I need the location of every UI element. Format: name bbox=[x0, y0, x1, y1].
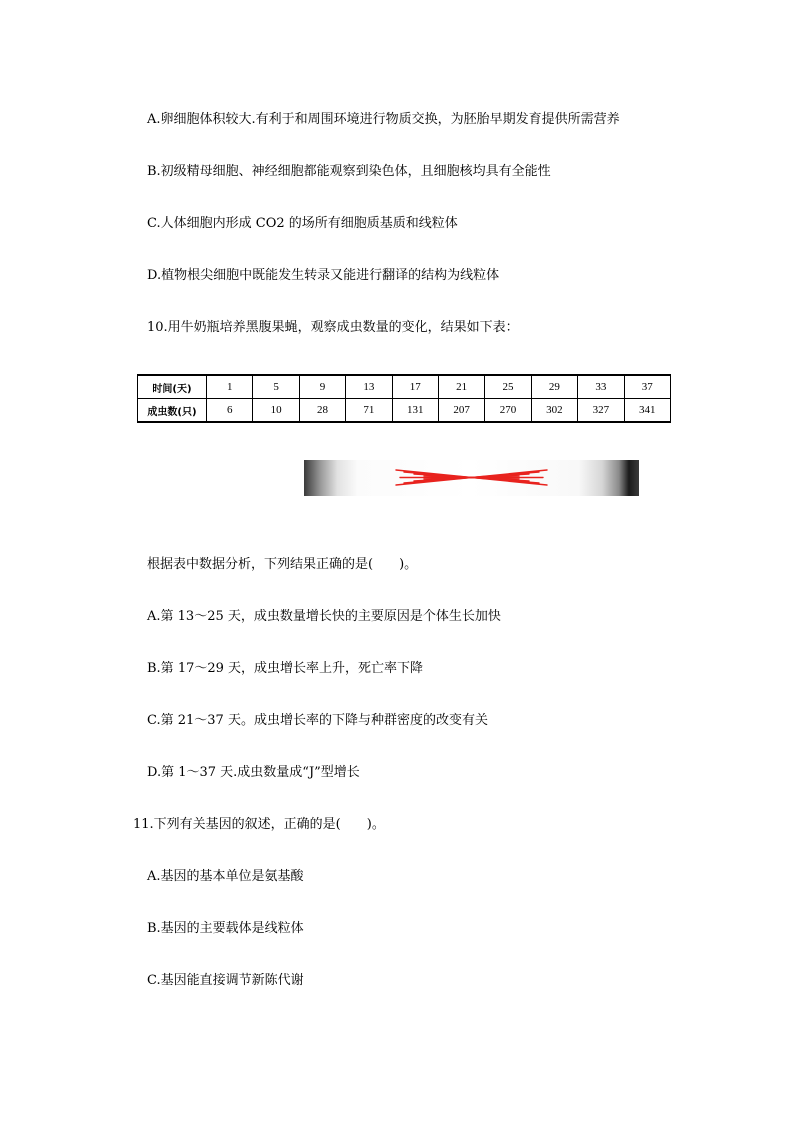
q11-option-c: C.基因能直接调节新陈代谢 bbox=[147, 973, 304, 988]
q9-option-b: B.初级精母细胞、神经细胞都能观察到染色体，且细胞核均具有全能性 bbox=[147, 164, 551, 179]
table-cell: 10 bbox=[253, 399, 299, 423]
q11-option-b: B.基因的主要载体是线粒体 bbox=[147, 921, 304, 936]
table-cell: 302 bbox=[531, 399, 577, 423]
table-row bbox=[138, 399, 671, 423]
table-cell: 270 bbox=[485, 399, 531, 423]
table-cell: 28 bbox=[299, 399, 345, 423]
table-cell: 71 bbox=[346, 399, 392, 423]
decorative-gradient-band bbox=[304, 460, 639, 496]
q10-option-d: D.第 1～37 天.成虫数量成“J”型增长 bbox=[147, 765, 360, 780]
table-row bbox=[138, 375, 671, 399]
q11-option-a: A.基因的基本单位是氨基酸 bbox=[147, 869, 304, 884]
table-row-header-time: 时间(天) bbox=[138, 375, 207, 399]
q9-option-c: C.人体细胞内形成 CO2 的场所有细胞质基质和线粒体 bbox=[147, 216, 458, 231]
table-cell: 327 bbox=[578, 399, 624, 423]
table-cell: 9 bbox=[299, 375, 345, 399]
table-cell: 6 bbox=[207, 399, 253, 423]
table-cell: 207 bbox=[438, 399, 484, 423]
table-cell: 341 bbox=[624, 399, 670, 423]
q9-option-d: D.植物根尖细胞中既能发生转录又能进行翻译的结构为线粒体 bbox=[147, 268, 500, 283]
table-cell: 25 bbox=[485, 375, 531, 399]
fruitfly-data-table bbox=[137, 374, 671, 423]
table-cell: 1 bbox=[207, 375, 253, 399]
q10-option-b: B.第 17～29 天，成虫增长率上升，死亡率下降 bbox=[147, 661, 424, 676]
q10-prompt: 根据表中数据分析，下列结果正确的是( )。 bbox=[147, 557, 418, 572]
q10-option-c: C.第 21～37 天。成虫增长率的下降与种群密度的改变有关 bbox=[147, 713, 488, 728]
table-cell: 33 bbox=[578, 375, 624, 399]
q11-stem: 11.下列有关基因的叙述，正确的是( )。 bbox=[133, 817, 385, 832]
table-row-header-count: 成虫数(只) bbox=[138, 399, 207, 423]
table-cell: 37 bbox=[624, 375, 670, 399]
q9-option-a: A.卵细胞体积较大.有利于和周围环境进行物质交换，为胚胎早期发育提供所需营养 bbox=[147, 112, 620, 127]
table-cell: 21 bbox=[438, 375, 484, 399]
q10-option-a: A.第 13～25 天，成虫数量增长快的主要原因是个体生长加快 bbox=[147, 609, 501, 624]
q10-stem: 10.用牛奶瓶培养黑腹果蝇，观察成虫数量的变化，结果如下表： bbox=[147, 320, 519, 335]
table-cell: 131 bbox=[392, 399, 438, 423]
table-cell: 29 bbox=[531, 375, 577, 399]
red-cross-mark bbox=[304, 460, 639, 496]
table-cell: 5 bbox=[253, 375, 299, 399]
table-cell: 17 bbox=[392, 375, 438, 399]
table-cell: 13 bbox=[346, 375, 392, 399]
